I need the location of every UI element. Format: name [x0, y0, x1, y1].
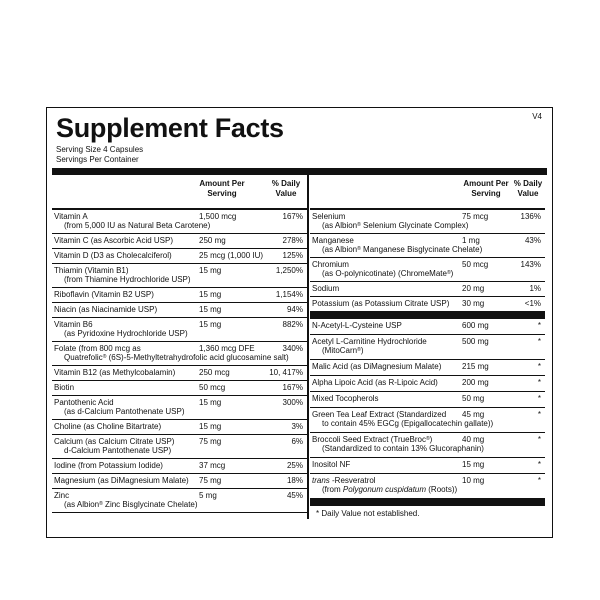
nutrient-daily-value: 25% — [286, 461, 303, 470]
nutrient-name: Iodine (from Potassium Iodide) — [54, 461, 163, 470]
nutrient-row — [52, 318, 307, 342]
serving-size: Serving Size 4 Capsules — [56, 145, 144, 154]
nutrient-name: Vitamin D (D3 as Cholecalciferol) — [54, 251, 172, 260]
right-rows-other — [310, 319, 545, 499]
nutrient-name: Selenium (as Albion® Selenium Glycinate Complex) — [312, 212, 469, 230]
amount-header: Amount Per Serving — [199, 179, 245, 198]
nutrient-amount: 5 mg — [199, 491, 217, 500]
nutrient-name: Vitamin A (from 5,000 IU as Natural Beta Carotene) — [54, 212, 211, 230]
amount-header: Amount Per Serving — [463, 179, 509, 198]
nutrient-name: Pantothenic Acid (as d-Calcium Pantothenate USP) — [54, 398, 185, 416]
nutrient-amount: 15 mg — [199, 305, 222, 314]
nutrient-row — [310, 282, 545, 297]
nutrient-source: (from 5,000 IU as Natural Beta Carotene) — [64, 221, 211, 230]
nutrient-name: Vitamin B6 (as Pyridoxine Hydrochloride USP) — [54, 320, 188, 338]
nutrient-source: (as Pyridoxine Hydrochloride USP) — [64, 329, 188, 338]
nutrient-daily-value: 143% — [520, 260, 541, 269]
nutrient-row — [52, 288, 307, 303]
nutrient-amount: 15 mg — [199, 422, 222, 431]
nutrient-row — [310, 297, 545, 312]
nutrient-source: (from Thiamine Hydrochloride USP) — [64, 275, 191, 284]
nutrient-daily-value: 340% — [282, 344, 303, 353]
nutrient-name: Chromium (as O-polynicotinate) (ChromeMate®) — [312, 260, 454, 278]
nutrient-row — [52, 381, 307, 396]
nutrient-row — [310, 376, 545, 392]
nutrient-daily-value: 278% — [282, 236, 303, 245]
nutrient-amount: 75 mg — [199, 476, 222, 485]
nutrient-daily-value: * — [537, 321, 541, 330]
left-header — [52, 175, 307, 210]
nutrient-amount: 45 mg — [462, 410, 485, 419]
nutrient-name: Thiamin (Vitamin B1) (from Thiamine Hydrochloride USP) — [54, 266, 191, 284]
nutrient-daily-value: 125% — [282, 251, 303, 260]
nutrient-row — [310, 458, 545, 474]
right-column — [310, 175, 545, 521]
nutrient-daily-value: * — [537, 378, 541, 387]
nutrient-name: Choline (as Choline Bitartrate) — [54, 422, 162, 431]
nutrient-name: Broccoli Seed Extract (TrueBroc®) (Standardized to contain 13% Glucoraphanin) — [312, 435, 484, 453]
nutrient-amount: 10 mg — [462, 476, 485, 485]
nutrient-amount: 1 mg — [462, 236, 480, 245]
nutrient-daily-value: 882% — [282, 320, 303, 329]
nutrient-row — [310, 335, 545, 360]
dv-header: % Daily Value — [271, 179, 301, 198]
nutrient-name: Vitamin B12 (as Methylcobalamin) — [54, 368, 176, 377]
nutrient-daily-value: * — [537, 410, 541, 419]
nutrient-amount: 215 mg — [462, 362, 489, 371]
left-rows — [52, 210, 307, 513]
nutrient-row — [52, 303, 307, 318]
nutrient-row — [310, 258, 545, 282]
nutrient-amount: 75 mg — [199, 437, 222, 446]
nutrient-amount: 50 mcg — [199, 383, 226, 392]
nutrient-row — [310, 392, 545, 408]
nutrient-source: d-Calcium Pantothenate USP) — [64, 446, 172, 455]
nutrient-row — [52, 249, 307, 264]
right-rows-minerals — [310, 210, 545, 312]
nutrient-name: Calcium (as Calcium Citrate USP) d-Calcium Pantothenate USP) — [54, 437, 175, 455]
nutrient-name: Green Tea Leaf Extract (Standardized to contain 45% EGCg (Epigallocatechin gallate)) — [312, 410, 494, 428]
nutrient-name: Mixed Tocopherols — [312, 394, 379, 403]
nutrient-amount: 250 mcg — [199, 368, 230, 377]
nutrient-daily-value: 6% — [291, 437, 303, 446]
nutrient-amount: 37 mcg — [199, 461, 226, 470]
bottom-divider-bar — [310, 499, 545, 506]
nutrient-name: Niacin (as Niacinamide USP) — [54, 305, 158, 314]
nutrient-row — [310, 474, 545, 499]
serving-info — [56, 145, 143, 165]
nutrient-daily-value: 167% — [282, 212, 303, 221]
nutrient-row — [52, 459, 307, 474]
nutrient-amount: 600 mg — [462, 321, 489, 330]
nutrient-amount: 30 mg — [462, 299, 485, 308]
column-divider — [307, 175, 309, 519]
nutrient-amount: 15 mg — [199, 398, 222, 407]
nutrient-daily-value: * — [537, 394, 541, 403]
nutrient-name: N-Acetyl-L-Cysteine USP — [312, 321, 402, 330]
nutrient-row — [310, 319, 545, 335]
nutrient-daily-value: 300% — [282, 398, 303, 407]
nutrient-name: Acetyl L-Carnitine Hydrochloride (MitoCarn®) — [312, 337, 427, 355]
nutrient-amount: 40 mg — [462, 435, 485, 444]
nutrient-daily-value: 1,250% — [275, 266, 303, 275]
nutrient-source: to contain 45% EGCg (Epigallocatechin gallate)) — [322, 419, 494, 428]
nutrient-source: (as Albion® Manganese Bisglycinate Chelate) — [322, 245, 483, 254]
nutrient-amount: 75 mcg — [462, 212, 489, 221]
nutrient-daily-value: 18% — [286, 476, 303, 485]
nutrient-row — [52, 420, 307, 435]
nutrient-source: (as Albion® Selenium Glycinate Complex) — [322, 221, 469, 230]
nutrient-name: Zinc (as Albion® Zinc Bisglycinate Chelate) — [54, 491, 198, 509]
nutrient-row — [310, 408, 545, 433]
nutrient-row — [52, 396, 307, 420]
nutrient-daily-value: <1% — [524, 299, 541, 308]
panel-title: Supplement Facts — [56, 113, 284, 143]
nutrient-daily-value: 45% — [286, 491, 303, 500]
nutrient-row — [52, 435, 307, 459]
nutrient-daily-value: 167% — [282, 383, 303, 392]
nutrient-daily-value: * — [537, 460, 541, 469]
nutrient-source: (from Polygonum cuspidatum (Roots)) — [322, 485, 458, 494]
nutrient-row — [52, 234, 307, 249]
nutrient-amount: 25 mcg (1,000 IU) — [199, 251, 264, 260]
nutrient-amount: 15 mg — [199, 266, 222, 275]
nutrient-name: Potassium (as Potassium Citrate USP) — [312, 299, 450, 308]
left-column — [52, 175, 307, 513]
nutrient-name: Manganese (as Albion® Manganese Bisglycinate Chelate) — [312, 236, 483, 254]
nutrient-name: trans -Resveratrol (from Polygonum cuspidatum (Roots)) — [312, 476, 458, 494]
nutrient-amount: 15 mg — [462, 460, 485, 469]
nutrient-name: Malic Acid (as DiMagnesium Malate) — [312, 362, 442, 371]
nutrient-daily-value: 94% — [286, 305, 303, 314]
nutrient-daily-value: 10, 417% — [269, 368, 303, 377]
nutrient-name: Inositol NF — [312, 460, 351, 469]
nutrient-amount: 20 mg — [462, 284, 485, 293]
dv-header: % Daily Value — [513, 179, 543, 198]
nutrient-name: Sodium — [312, 284, 340, 293]
nutrient-name: Biotin — [54, 383, 75, 392]
nutrient-daily-value: 1% — [529, 284, 541, 293]
nutrient-amount: 50 mcg — [462, 260, 489, 269]
nutrient-amount: 1,500 mcg — [199, 212, 237, 221]
nutrient-row — [52, 366, 307, 381]
nutrient-amount: 1,360 mcg DFE — [199, 344, 255, 353]
nutrient-daily-value: 136% — [520, 212, 541, 221]
nutrient-name: Folate (from 800 mcg as Quatrefolic® (6S)-5-Methyltetrahydrofolic acid glucosamine salt) — [54, 344, 289, 362]
nutrient-amount: 500 mg — [462, 337, 489, 346]
nutrient-source: (MitoCarn®) — [322, 346, 364, 355]
nutrient-daily-value: 3% — [291, 422, 303, 431]
nutrient-daily-value: 43% — [524, 236, 541, 245]
nutrient-row — [310, 360, 545, 376]
nutrient-daily-value: * — [537, 337, 541, 346]
nutrient-name: Vitamin C (as Ascorbic Acid USP) — [54, 236, 174, 245]
nutrient-source: Quatrefolic® (6S)-5-Methyltetrahydrofolic acid glucosamine salt) — [64, 353, 289, 362]
nutrient-amount: 15 mg — [199, 290, 222, 299]
nutrient-amount: 15 mg — [199, 320, 222, 329]
nutrient-row — [52, 474, 307, 489]
nutrient-row — [52, 210, 307, 234]
nutrient-source: (as Albion® Zinc Bisglycinate Chelate) — [64, 500, 198, 509]
nutrient-row — [310, 234, 545, 258]
nutrient-amount: 50 mg — [462, 394, 485, 403]
footnote: * Daily Value not established. — [316, 509, 420, 518]
supplement-facts-panel — [46, 107, 553, 538]
nutrient-source: (as d-Calcium Pantothenate USP) — [64, 407, 185, 416]
version-label: V4 — [532, 112, 542, 121]
nutrient-row — [52, 489, 307, 513]
top-divider-bar — [52, 168, 547, 175]
nutrient-daily-value: * — [537, 362, 541, 371]
nutrient-amount: 200 mg — [462, 378, 489, 387]
nutrient-daily-value: * — [537, 476, 541, 485]
nutrient-source: (as O-polynicotinate) (ChromeMate®) — [322, 269, 454, 278]
right-header — [310, 175, 545, 210]
nutrient-row — [310, 210, 545, 234]
nutrient-name: Riboflavin (Vitamin B2 USP) — [54, 290, 154, 299]
nutrient-daily-value: 1,154% — [275, 290, 303, 299]
nutrient-source: (Standardized to contain 13% Glucoraphanin) — [322, 444, 484, 453]
section-divider-bar — [310, 312, 545, 319]
nutrient-amount: 250 mg — [199, 236, 226, 245]
nutrient-row — [52, 342, 307, 366]
nutrient-name: Alpha Lipoic Acid (as R-Lipoic Acid) — [312, 378, 438, 387]
nutrient-daily-value: * — [537, 435, 541, 444]
servings-per-container: Servings Per Container — [56, 155, 139, 164]
nutrient-row — [310, 433, 545, 458]
nutrient-row — [52, 264, 307, 288]
nutrient-name: Magnesium (as DiMagnesium Malate) — [54, 476, 189, 485]
